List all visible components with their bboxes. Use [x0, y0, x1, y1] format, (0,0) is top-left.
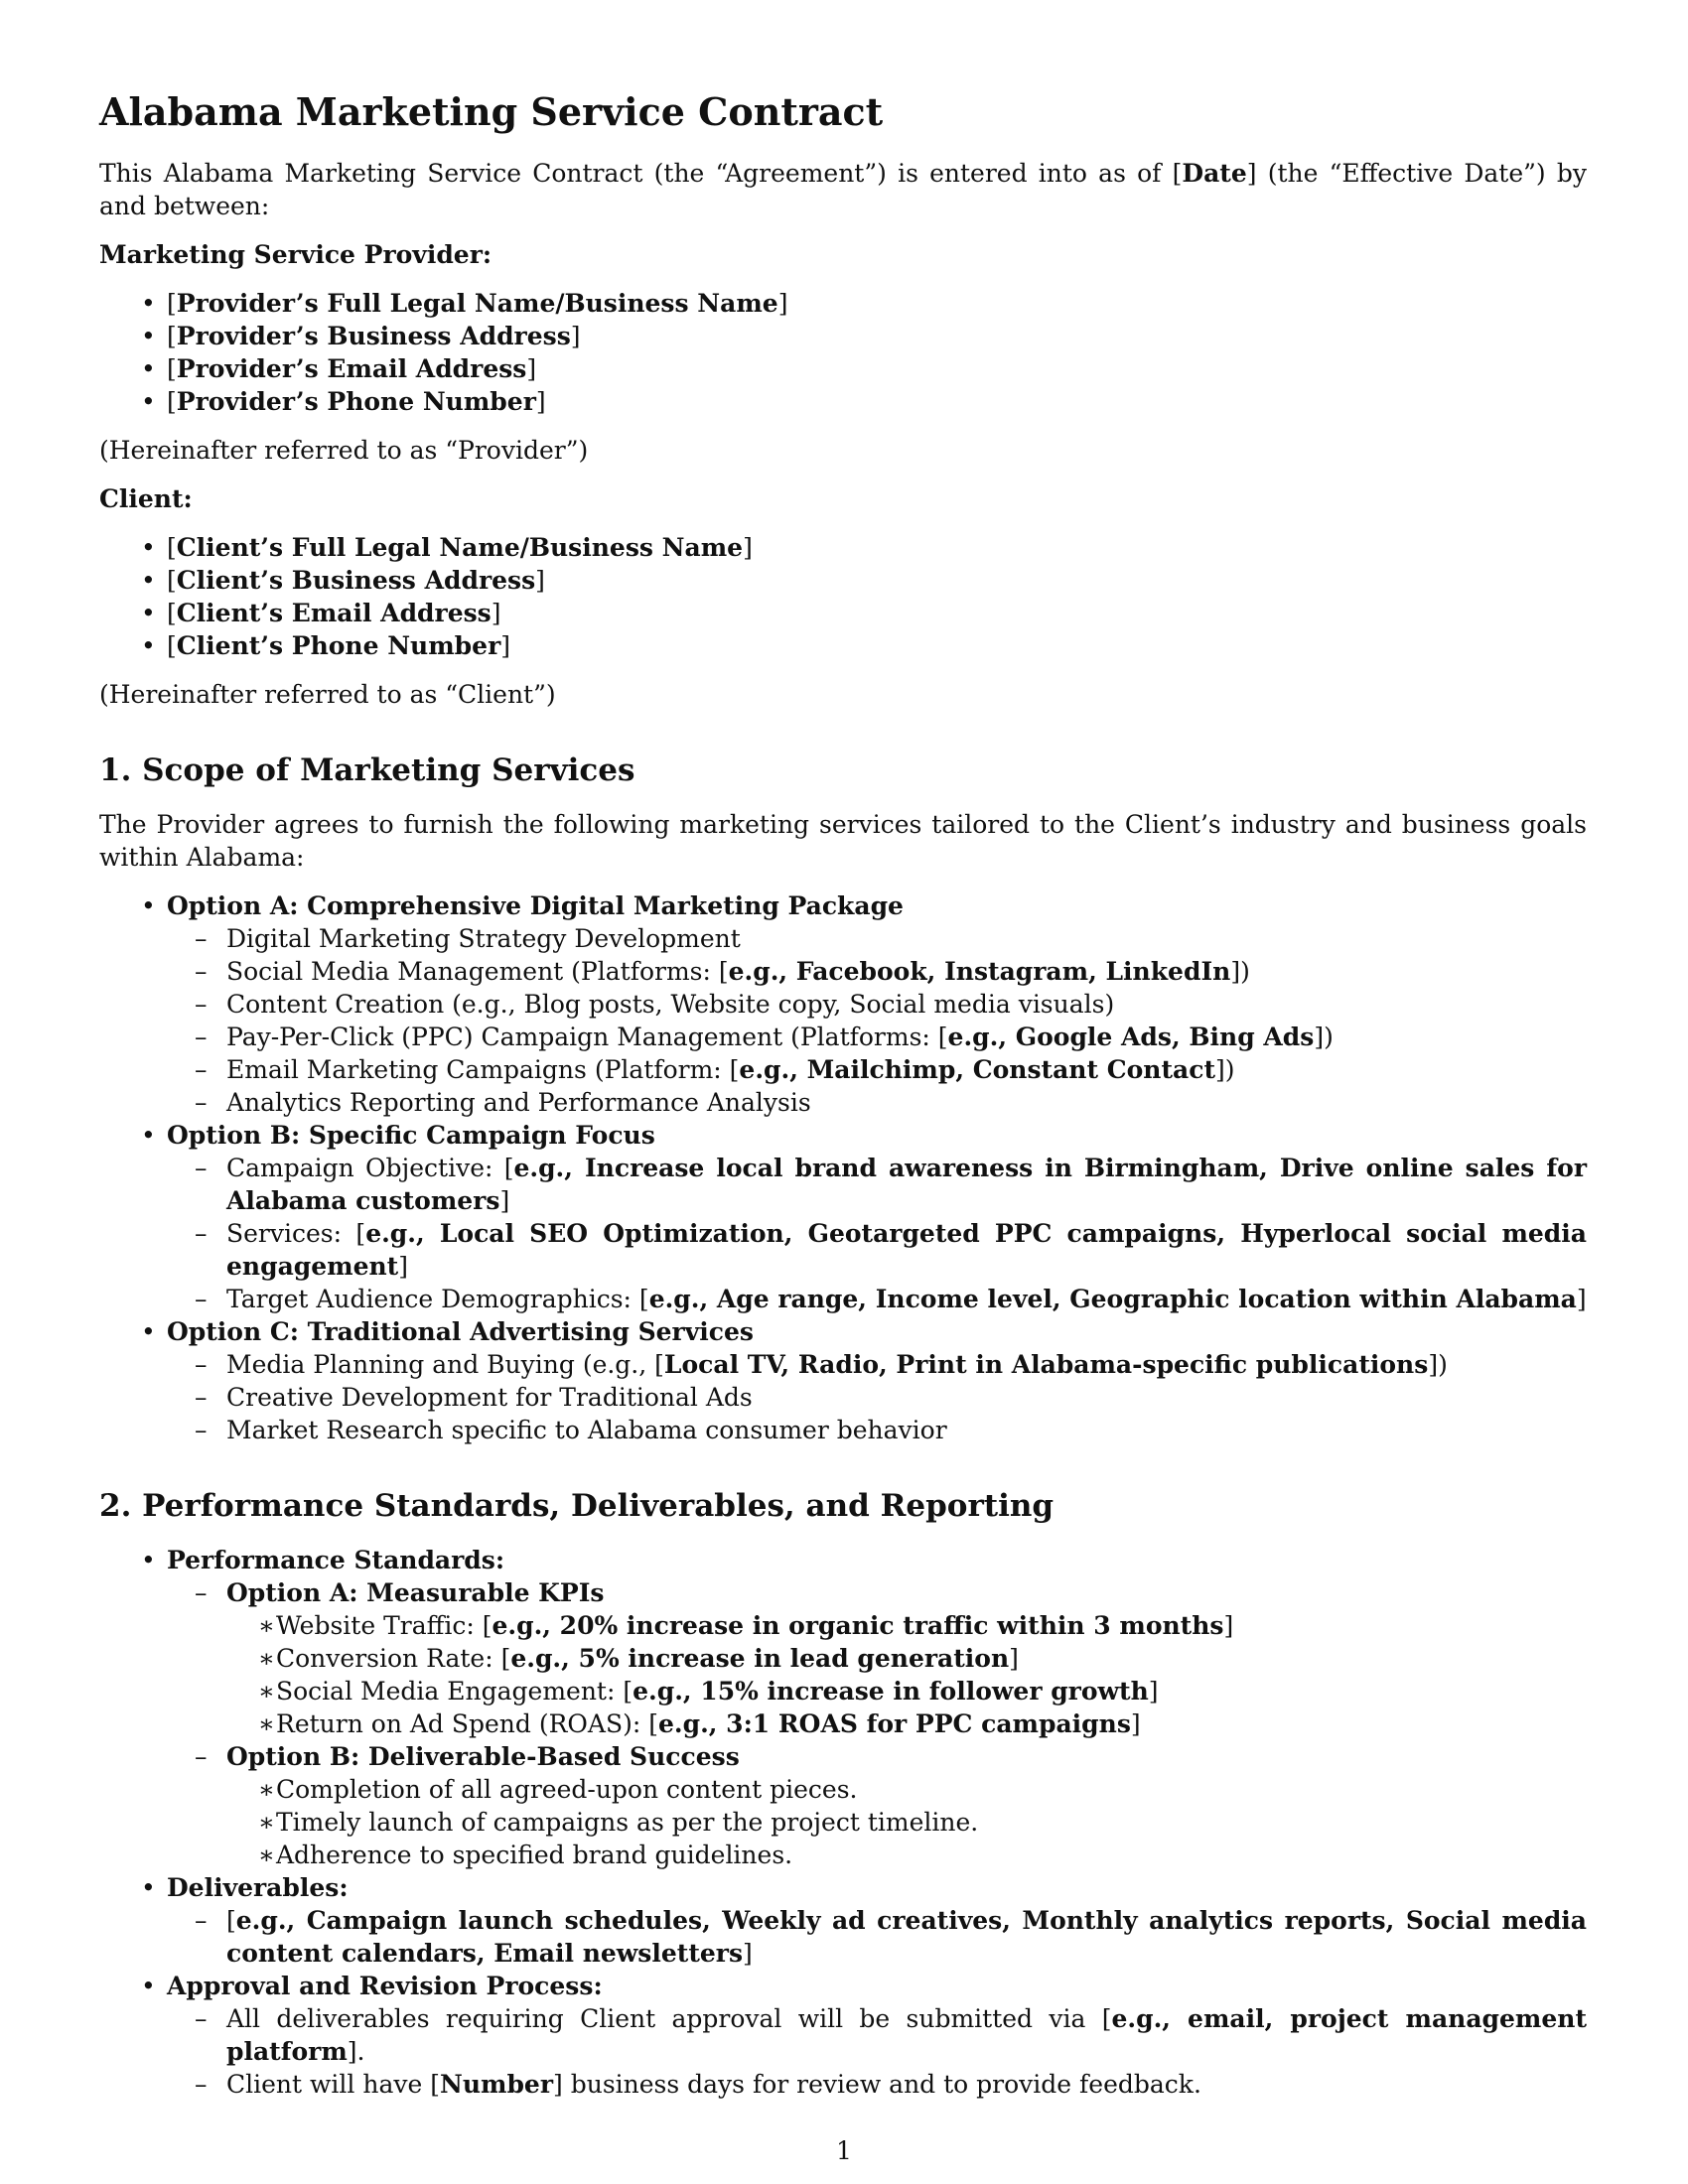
list-item: – Content Creation (e.g., Blog posts, Website copy, Social media visuals) — [167, 988, 1587, 1021]
list-item: ∗ Social Media Engagement: [e.g., 15% increase in follower growth] — [226, 1675, 1587, 1707]
date-placeholder: Date — [1182, 159, 1247, 188]
list-item: – Target Audience Demographics: [e.g., Age range, Income level, Geographic location within Alabama] — [167, 1283, 1587, 1315]
list-item: – Email Marketing Campaigns (Platform: [e.g., Mailchimp, Constant Contact]) — [167, 1053, 1587, 1086]
client-referred: (Hereinafter referred to as “Client”) — [99, 680, 556, 709]
deliverables: • Deliverables: – [e.g., Campaign launch schedules, Weekly ad creatives, Monthly analytics reports, Social media content calendars, Email newsletters] — [99, 1871, 1587, 1970]
service-options-list — [99, 889, 1587, 1446]
option-a: • Option A: Comprehensive Digital Marketing Package – Digital Marketing Strategy Development – Social Media Management (Platforms: [e.g., Facebook, Instagram, LinkedIn]) – Content Creation (e.g., Blog posts, Website copy, Social media visuals) – Pay-Per-Click (PPC) Campaign Management (Platforms: [e.g., Google Ads, Bing Ads]) – Email Marketing Campaigns (Platform: [e.g., Mailchimp, Constant Contact]) – Analytics Reporting and Performance Analysis — [99, 889, 1587, 1119]
section-1-intro: The Provider agrees to furnish the following marketing services tailored to the Client’s industry and business goals within Alabama: — [99, 810, 1587, 872]
list-item: • [Provider’s Phone Number] — [99, 385, 1587, 418]
client-label: Client: — [99, 484, 193, 513]
kpi-option: – Option A: Measurable KPIs ∗ Website Traffic: [e.g., 20% increase in organic traffic within 3 months] ∗ Conversion Rate: [e.g., 5% increase in lead generation] ∗ Social Media Engagement: [e.g., 15% increase in follower growth] ∗ Return on Ad Spend (ROAS): [e.g., 3:1 ROAS for PPC campaigns] — [167, 1576, 1587, 1740]
list-item: – Social Media Management (Platforms: [e.g., Facebook, Instagram, LinkedIn]) — [167, 955, 1587, 988]
list-item: – Analytics Reporting and Performance Analysis — [167, 1086, 1587, 1119]
list-item: ∗ Completion of all agreed-upon content pieces. — [226, 1773, 1587, 1806]
provider-referred: (Hereinafter referred to as “Provider”) — [99, 436, 589, 465]
list-item: – Services: [e.g., Local SEO Optimization, Geotargeted PPC campaigns, Hyperlocal social media engagement] — [167, 1217, 1587, 1283]
section-2-list — [99, 1544, 1587, 2101]
list-item: • [Provider’s Full Legal Name/Business Name] — [99, 287, 1587, 320]
performance-standards: • Performance Standards: – Option A: Measurable KPIs ∗ Website Traffic: [e.g., 20% increase in organic traffic within 3 months] ∗ Conversion Rate: [e.g., 5% increase in lead generation] ∗ Social Media Engagement: [e.g., 15% increase in follower growth] ∗ Return on Ad Spend (ROAS): [e.g., 3:1 ROAS for PPC campaigns] – Option B: Deliverable-Based Success ∗ Completion of all agreed-upon content pieces. ∗ Timely launch of campaigns as per the project timeline. ∗ Adherence to specified brand guidelines. — [99, 1544, 1587, 1871]
list-item: – Creative Development for Traditional Ads — [167, 1381, 1587, 1414]
document-page — [99, 79, 1587, 2116]
list-item: – Digital Marketing Strategy Development — [167, 922, 1587, 955]
page-number: 1 — [836, 2136, 852, 2165]
list-item: • [Client’s Phone Number] — [99, 629, 1587, 662]
list-item: – Pay-Per-Click (PPC) Campaign Management (Platforms: [e.g., Google Ads, Bing Ads]) — [167, 1021, 1587, 1053]
option-b: • Option B: Specific Campaign Focus – Campaign Objective: [e.g., Increase local brand awareness in Birmingham, Drive online sales for Alabama customers] – Services: [e.g., Local SEO Optimization, Geotargeted PPC campaigns, Hyperlocal social media engagement] – Target Audience Demographics: [e.g., Age range, Income level, Geographic location within Alabama] — [99, 1119, 1587, 1315]
section-1-heading: 1. Scope of Marketing Services — [99, 752, 635, 788]
list-item: • [Provider’s Business Address] — [99, 320, 1587, 352]
list-item: ∗ Timely launch of campaigns as per the project timeline. — [226, 1806, 1587, 1839]
list-item: • [Provider’s Email Address] — [99, 352, 1587, 385]
list-item: • [Client’s Business Address] — [99, 564, 1587, 597]
option-c: • Option C: Traditional Advertising Services – Media Planning and Buying (e.g., [Local TV, Radio, Print in Alabama-specific publications]) – Creative Development for Traditional Ads – Market Research specific to Alabama consumer behavior — [99, 1315, 1587, 1446]
provider-list — [99, 287, 1587, 418]
list-item: – All deliverables requiring Client approval will be submitted via [e.g., email, project management platform]. — [167, 2002, 1587, 2068]
approval-process: • Approval and Revision Process: – All deliverables requiring Client approval will be submitted via [e.g., email, project management platform]. – Client will have [Number] business days for review and to provide feedback. — [99, 1970, 1587, 2101]
list-item: – Market Research specific to Alabama consumer behavior — [167, 1414, 1587, 1446]
list-item: • [Client’s Email Address] — [99, 597, 1587, 629]
provider-label: Marketing Service Provider: — [99, 240, 492, 269]
client-list — [99, 531, 1587, 662]
list-item: – [e.g., Campaign launch schedules, Weekly ad creatives, Monthly analytics reports, Social media content calendars, Email newsletters] — [167, 1904, 1587, 1970]
list-item: ∗ Website Traffic: [e.g., 20% increase in organic traffic within 3 months] — [226, 1609, 1587, 1642]
document-title: Alabama Marketing Service Contract — [99, 89, 884, 134]
section-2-heading: 2. Performance Standards, Deliverables, and Reporting — [99, 1488, 1055, 1524]
list-item: ∗ Adherence to specified brand guidelines. — [226, 1839, 1587, 1871]
list-item: ∗ Return on Ad Spend (ROAS): [e.g., 3:1 ROAS for PPC campaigns] — [226, 1707, 1587, 1740]
list-item: – Media Planning and Buying (e.g., [Local TV, Radio, Print in Alabama-specific publications]) — [167, 1348, 1587, 1381]
list-item: – Campaign Objective: [e.g., Increase local brand awareness in Birmingham, Drive online sales for Alabama customers] — [167, 1152, 1587, 1217]
deliverable-option: – Option B: Deliverable-Based Success ∗ Completion of all agreed-upon content pieces. ∗ Timely launch of campaigns as per the project timeline. ∗ Adherence to specified brand guidelines. — [167, 1740, 1587, 1871]
list-item: – Client will have [Number] business days for review and to provide feedback. — [167, 2068, 1587, 2101]
intro-paragraph: This Alabama Marketing Service Contract (the “Agreement”) is entered into as of [Date] (the “Effective Date”) by and between: — [99, 159, 1587, 220]
list-item: ∗ Conversion Rate: [e.g., 5% increase in lead generation] — [226, 1642, 1587, 1675]
list-item: • [Client’s Full Legal Name/Business Name] — [99, 531, 1587, 564]
